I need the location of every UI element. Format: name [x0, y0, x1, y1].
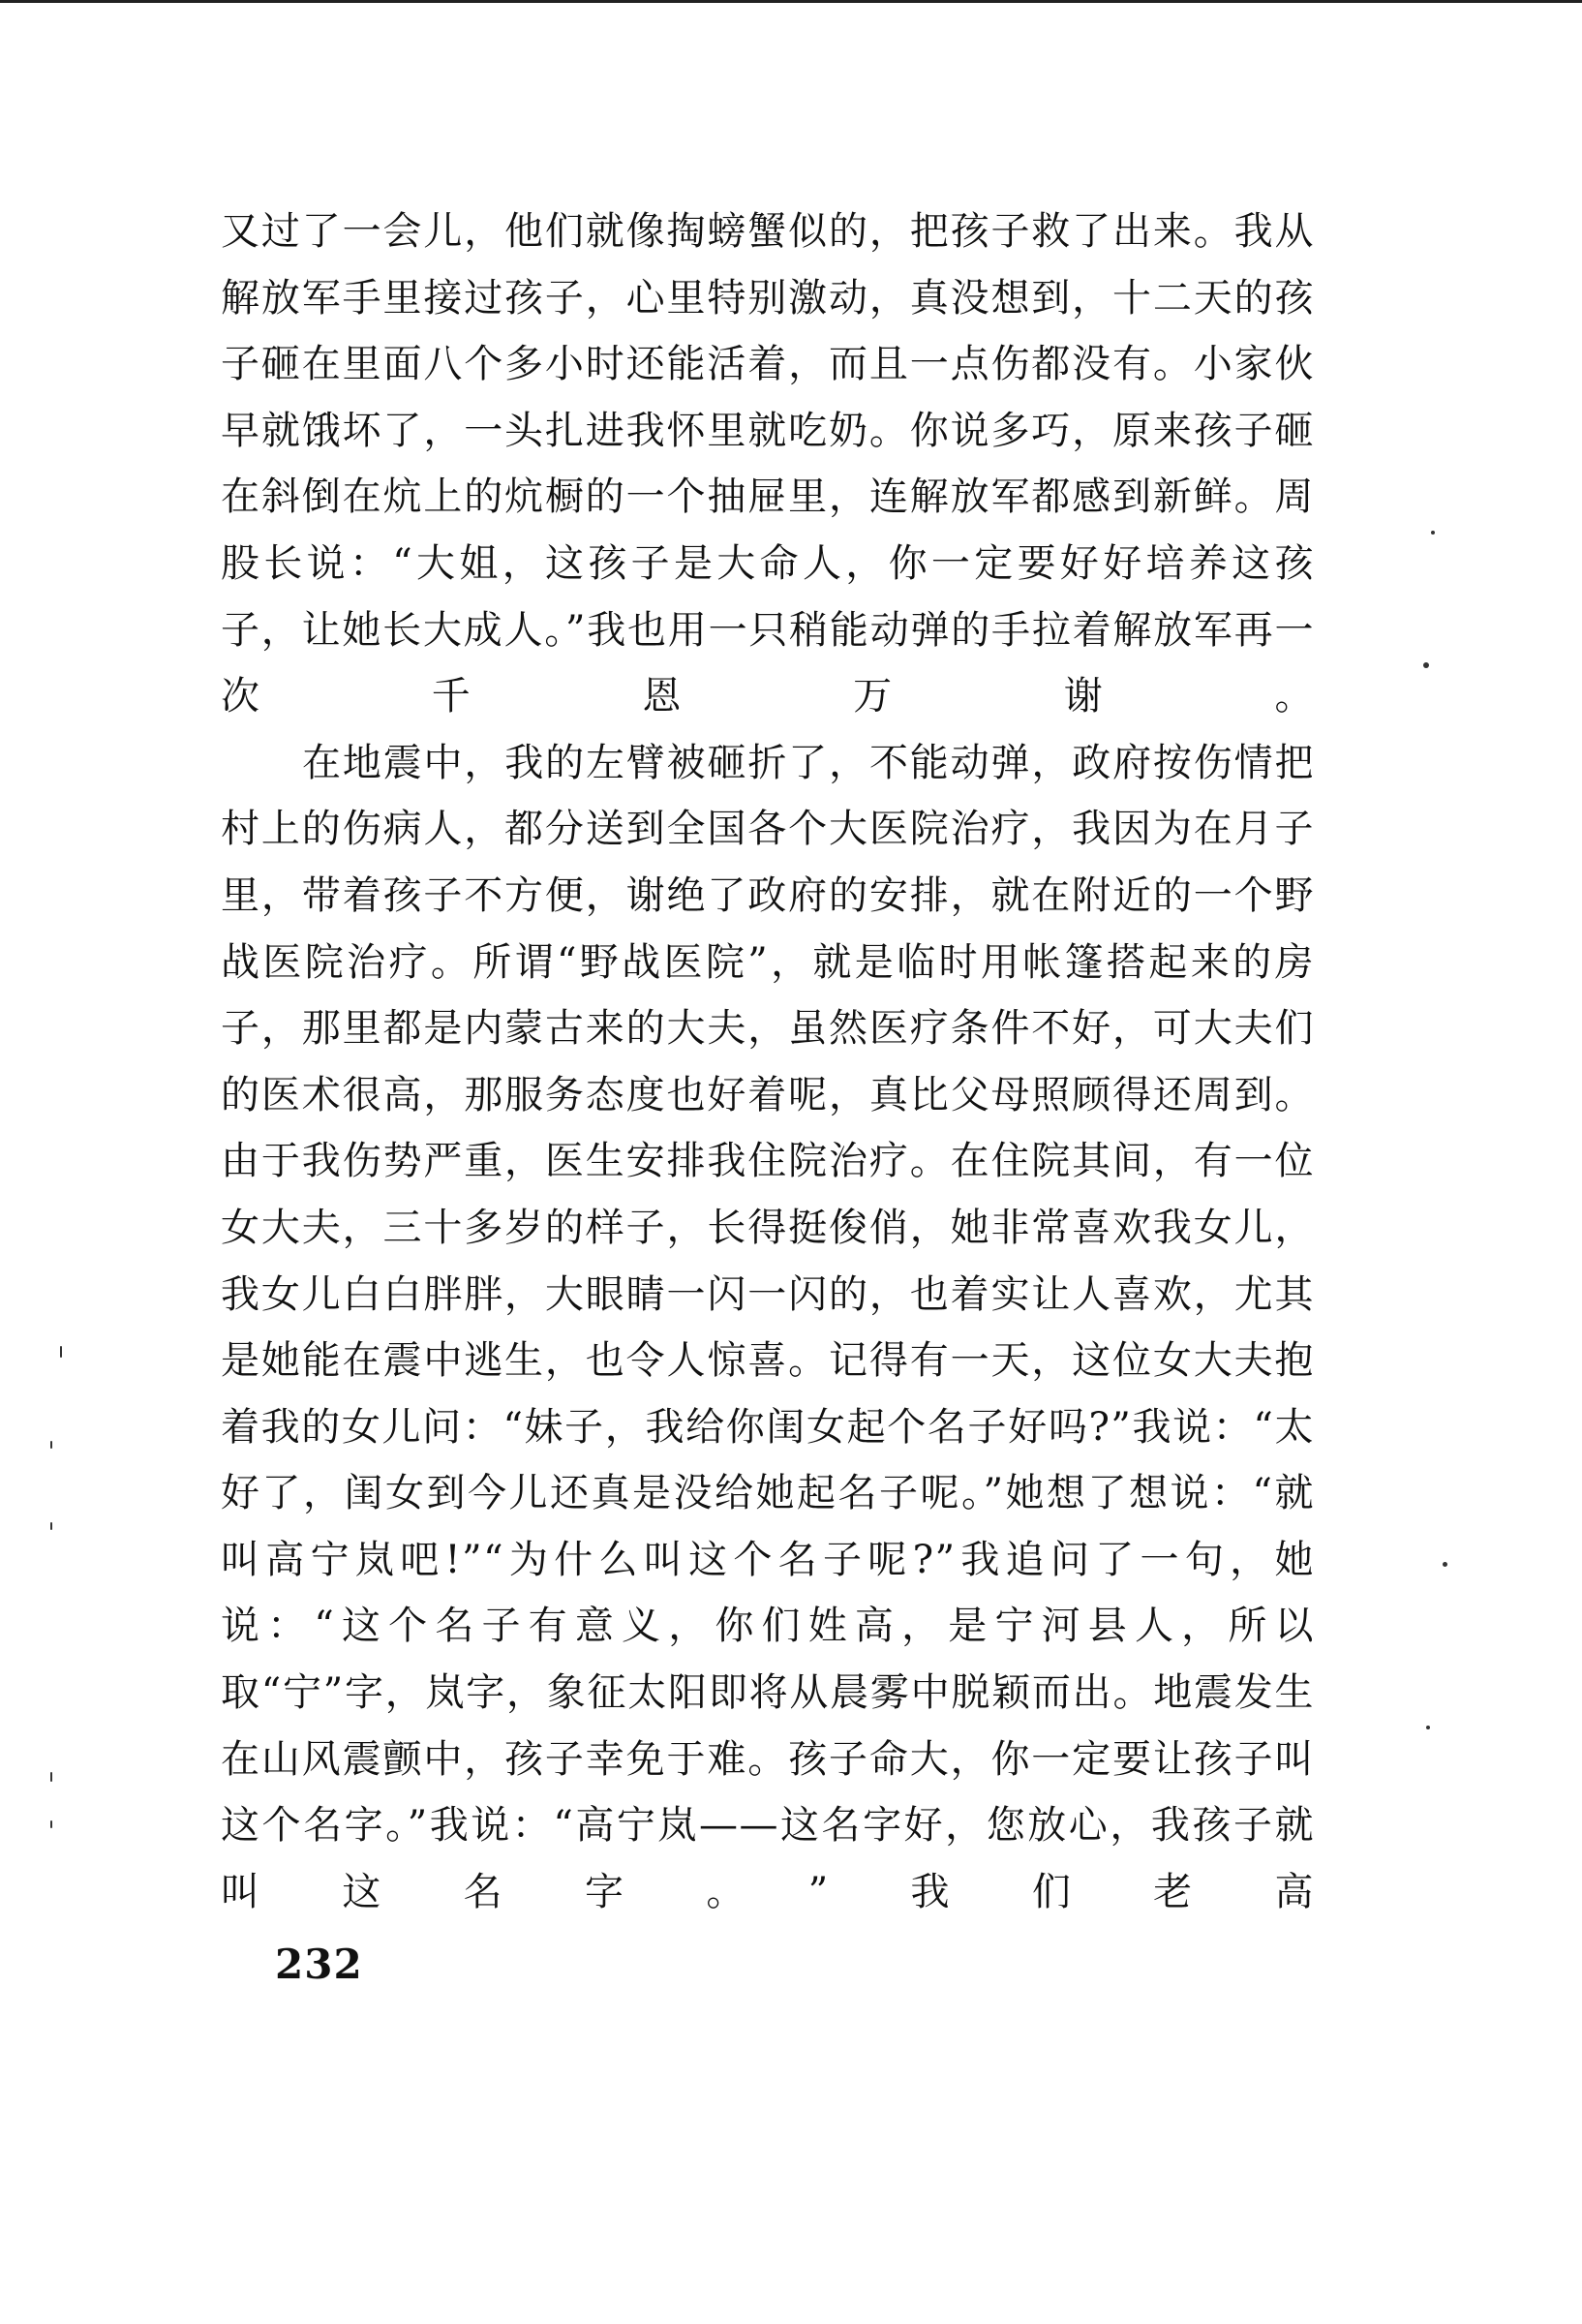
scan-speck [1426, 1726, 1430, 1729]
page-number: 232 [275, 1941, 363, 1988]
scan-speck [50, 1772, 52, 1782]
scan-speck [50, 1820, 52, 1828]
top-edge-line [0, 0, 1582, 3]
scan-speck [1423, 662, 1429, 668]
body-text [221, 199, 1315, 1925]
scan-speck [50, 1441, 52, 1449]
scan-speck [60, 1346, 62, 1358]
scan-speck [50, 1522, 52, 1530]
scan-speck [1443, 1562, 1447, 1567]
paragraph-rescue: 又过了一会儿，他们就像掏螃蟹似的，把孩子救了出来。我从解放军手里接过孩子，心里特别激动，真没想到，十二天的孩子砸在里面八个多小时还能活着，而且一点伤都没有。小家伙早就饿坏了，一头扎进我怀里就吃奶。你说多巧，原来孩子砸在斜倒在炕上的炕橱的一个抽屉里，连解放军都感到新鲜。周股长说：“大姐，这孩子是大命人，你一定要好好培养这孩子，让她长大成人。”我也用一只稍能动弹的手拉着解放军再一次千恩万谢。 [221, 209, 1315, 719]
paragraph-naming: 在地震中，我的左臂被砸折了，不能动弹，政府按伤情把村上的伤病人，都分送到全国各个大医院治疗，我因为在月子里，带着孩子不方便，谢绝了政府的安排，就在附近的一个野战医院治疗。所谓“野战医院”，就是临时用帐篷搭起来的房子，那里都是内蒙古来的大夫，虽然医疗条件不好，可大夫们的医术很高，那服务态度也好着呢，真比父母照顾得还周到。由于我伤势严重，医生安排我住院治疗。在住院其间，有一位女大夫，三十多岁的样子，长得挺俊俏，她非常喜欢我女儿，我女儿白白胖胖，大眼睛一闪一闪的，也着实让人喜欢，尤其是她能在震中逃生，也令人惊喜。记得有一天，这位女大夫抱着我的女儿问：“妹子，我给你闺女起个名子好吗?”我说：“太好了，闺女到今儿还真是没给她起名子呢。”她想了想说：“就叫高宁岚吧!”“为什么叫这个名子呢?”我追问了一句，她说：“这个名子有意义，你们姓高，是宁河县人，所以取“宁”字，岚字，象征太阳即将从晨雾中脱颖而出。地震发生在山风震颤中，孩子幸免于难。孩子命大，你一定要让孩子叫这个名字。”我说：“高宁岚——这名字好，您放心，我孩子就叫这名字。”我们老高 [221, 740, 1315, 1914]
scan-speck [1431, 531, 1435, 535]
